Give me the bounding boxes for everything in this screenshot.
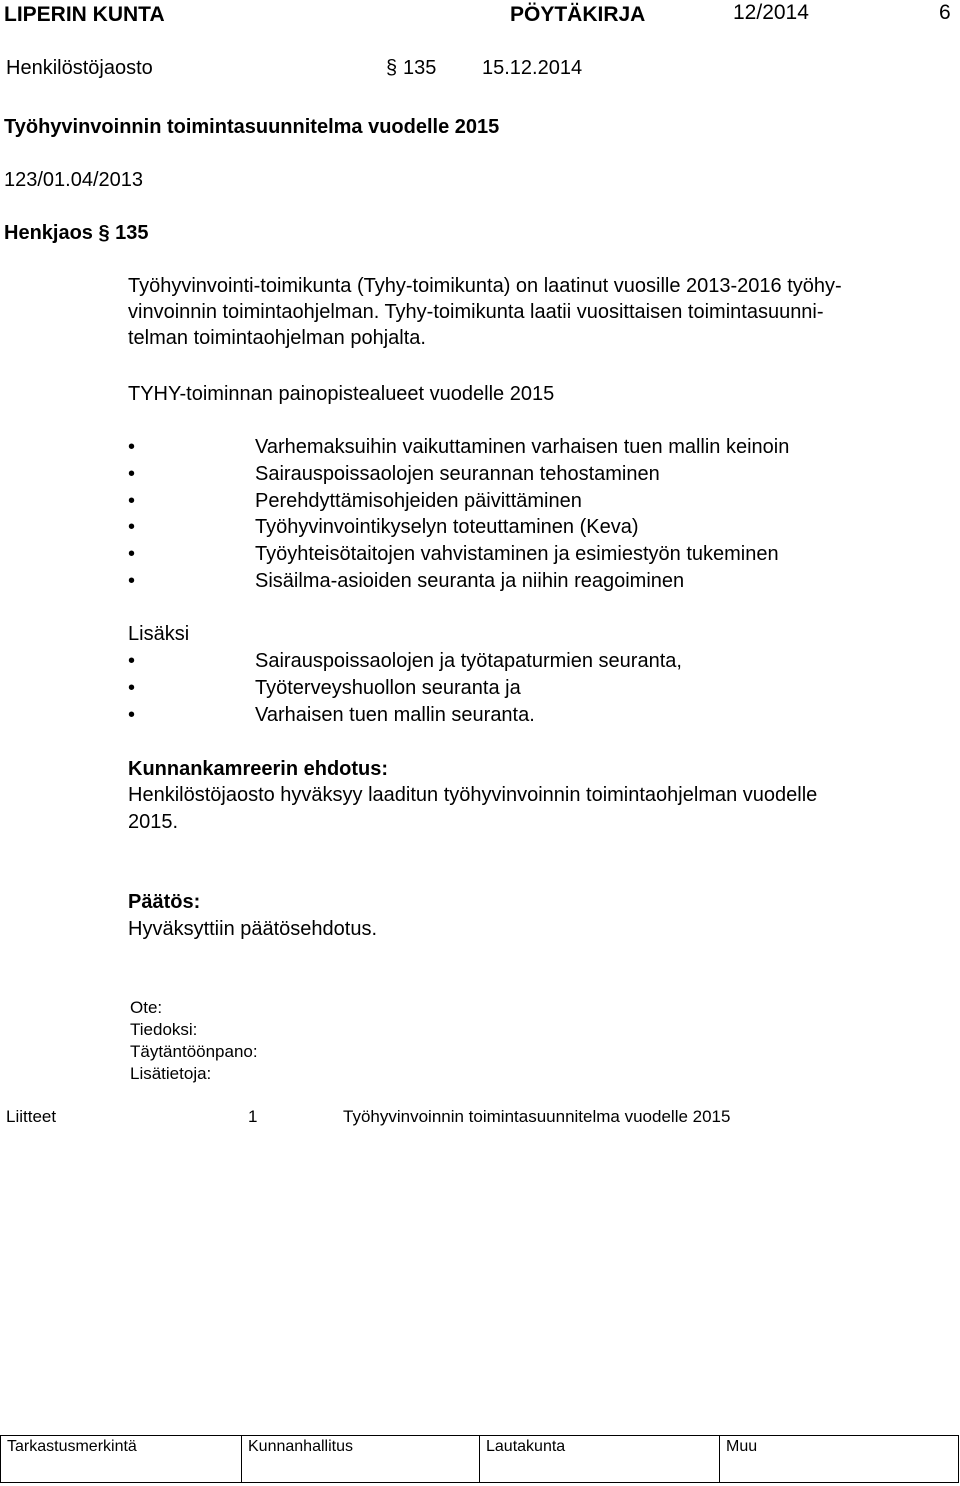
focus-item: Sairauspoissaolojen seurannan tehostaminen (255, 463, 660, 485)
bullet-icon: • (128, 436, 136, 458)
proposal-text: Henkilöstöjaosto hyväksyy laaditun työhyvinvoinnin toimintaohjelman vuodelle (128, 784, 818, 806)
attachments-count: 1 (248, 1107, 258, 1126)
footer-cell-committee: Lautakunta (480, 1436, 720, 1483)
additional-item: Sairauspoissaolojen ja työtapaturmien seuranta, (255, 650, 682, 672)
intro-line: vinvoinnin toimintaohjelman. Tyhy-toimikunta laatii vuosittaisen toimintasuunni- (128, 301, 824, 323)
proposal-label: Kunnankamreerin ehdotus: (128, 758, 389, 780)
focus-item: Perehdyttämisohjeiden päivittäminen (255, 490, 582, 512)
reference-number: 123/01.04/2013 (4, 169, 144, 191)
footer-cell-municipal-board: Kunnanhallitus (242, 1436, 480, 1483)
bullet-icon: • (128, 704, 136, 726)
bullet-icon: • (128, 570, 136, 592)
focus-item: Varhemaksuihin vaikuttaminen varhaisen tuen mallin keinoin (255, 436, 790, 458)
bullet-icon: • (128, 463, 136, 485)
footer-cell-review-mark: Tarkastusmerkintä (1, 1436, 242, 1483)
document-type: PÖYTÄKIRJA (510, 3, 646, 26)
footer-cell-other: Muu (720, 1436, 959, 1483)
attachment-name: Työhyvinvoinnin toimintasuunnitelma vuodelle 2015 (343, 1107, 731, 1126)
footer-table (0, 1435, 959, 1483)
section-number: 135 (403, 57, 437, 79)
bullet-icon: • (128, 516, 136, 538)
bullet-icon: • (128, 677, 136, 699)
additional-heading: Lisäksi (128, 623, 190, 645)
additional-item: Varhaisen tuen mallin seuranta. (255, 704, 535, 726)
distribution-label: Lisätietoja: (130, 1064, 212, 1083)
bullet-icon: • (128, 490, 136, 512)
document-number: 12/2014 (733, 1, 809, 24)
distribution-label: Täytäntöönpano: (130, 1042, 258, 1061)
decision-text: Hyväksyttiin päätösehdotus. (128, 918, 378, 940)
section-heading: Henkjaos § 135 (4, 222, 149, 244)
page-title: Työhyvinvoinnin toimintasuunnitelma vuodelle 2015 (4, 116, 500, 138)
committee-name: Henkilöstöjaosto (6, 57, 153, 79)
municipality-name: LIPERIN KUNTA (4, 3, 165, 26)
decision-label: Päätös: (128, 891, 201, 913)
meeting-date: 15.12.2014 (482, 57, 583, 79)
distribution-label: Tiedoksi: (130, 1020, 198, 1039)
focus-item: Työhyvinvointikyselyn toteuttaminen (Keva) (255, 516, 639, 538)
page-number: 6 (939, 1, 951, 24)
additional-item: Työterveyshuollon seuranta ja (255, 677, 521, 699)
bullet-icon: • (128, 543, 136, 565)
distribution-label: Ote: (130, 998, 163, 1017)
proposal-text: 2015. (128, 811, 179, 833)
focus-heading: TYHY-toiminnan painopistealueet vuodelle 2015 (128, 383, 555, 405)
focus-item: Työyhteisötaitojen vahvistaminen ja esimiestyön tukeminen (255, 543, 779, 565)
intro-line: Työhyvinvointi-toimikunta (Tyhy-toimikunta) on laatinut vuosille 2013-2016 työhy- (128, 275, 842, 297)
focus-item: Sisäilma-asioiden seuranta ja niihin reagoiminen (255, 570, 685, 592)
attachments-label: Liitteet (6, 1107, 57, 1126)
intro-line: telman toimintaohjelman pohjalta. (128, 327, 426, 349)
bullet-icon: • (128, 650, 136, 672)
section-sign: § (386, 57, 398, 79)
